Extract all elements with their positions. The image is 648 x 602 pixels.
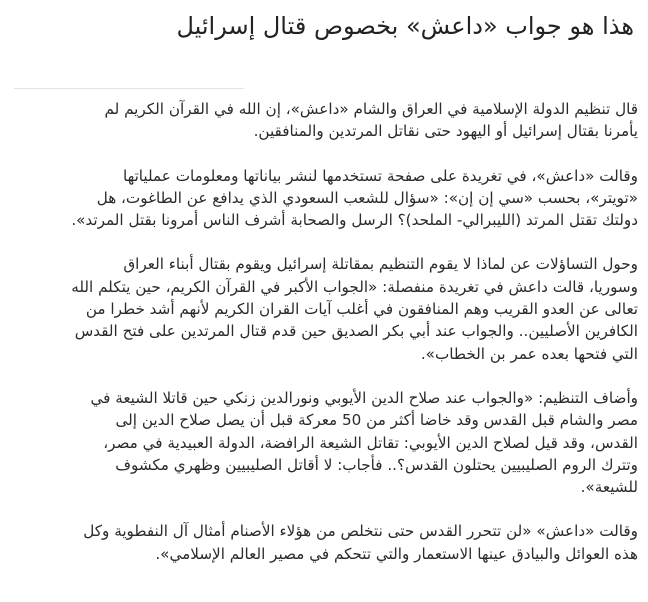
paragraph-line: للشيعة».: [580, 478, 638, 497]
paragraph-line: القدس، وقد قيل لصلاح الدين الأيوبي: تقاتل الشيعة الرافضة، الدولة العبيدية في مصر،: [103, 433, 638, 452]
paragraph-4: [12, 387, 638, 498]
paragraph-line: يأمرنا بقتال إسرائيل أو اليهود حتى نقاتل المرتدين والمنافقين.: [253, 122, 638, 141]
article-body: [12, 98, 638, 587]
paragraph-5: [12, 520, 638, 565]
paragraph-line: وسوريا، قالت داعش في تغريدة منفصلة: «الجواب الأكبر في القرآن الكريم، حين يتكلم الله: [71, 277, 638, 296]
paragraph-2: [12, 165, 638, 232]
paragraph-1: [12, 98, 638, 143]
paragraph-line: «تويتر»، بحسب «سي إن إن»: «سؤال للشعب السعودي الذي يدافع عن الطاغوت، هل: [96, 188, 638, 207]
paragraph-line: وتترك الروم الصليبيين يحتلون القدس؟.. فأجاب: لا أقاتل الصليبيين وظهري مكشوف: [115, 455, 638, 474]
paragraph-3: [12, 253, 638, 364]
header-divider: [14, 88, 244, 89]
paragraph-line: وحول التساؤلات عن لماذا لا يقوم التنظيم بمقاتلة إسرائيل ويقوم بقتال أبناء العراق: [123, 255, 638, 274]
article-headline: هذا هو جواب «داعش» بخصوص قتال إسرائيل: [176, 12, 634, 40]
paragraph-line: تعالى عن العدو القريب وهم المنافقون في أغلب آيات القران الكريم لأنهم أشد خطرا من: [85, 300, 638, 319]
paragraph-line: دولتك تقتل المرتد (الليبرالي- الملحد)؟ الرسل والصحابة أشرف الناس أمرونا بقتل المرتد».: [71, 211, 638, 230]
paragraph-line: قال تنظيم الدولة الإسلامية في العراق والشام «داعش»، إن الله في القرآن الكريم لم: [104, 100, 638, 118]
paragraph-line: هذه العوائل والبيادق عينها الاستعمار والتي تتحكم في مصير العالم الإسلامي».: [155, 544, 638, 563]
paragraph-line: مصر والشام قبل القدس وقد خاضا أكثر من 50 معركة قبل أن يصل صلاح الدين إلى: [115, 411, 638, 430]
paragraph-line: التي فتحها بعده عمر بن الخطاب».: [420, 344, 638, 363]
paragraph-line: وقالت «داعش»، في تغريدة على صفحة تستخدمها لنشر بياناتها ومعلومات عملياتها: [122, 166, 638, 185]
paragraph-line: الكافرين الأصليين.. والجواب عند أبي بكر الصديق حين قدم قتال المرتدين على فتح القدس: [74, 322, 638, 341]
paragraph-line: وقالت «داعش» «لن تتحرر القدس حتى نتخلص من هؤلاء الأصنام أمثال آل النفطوية وكل: [83, 522, 638, 541]
paragraph-line: وأضاف التنظيم: «والجواب عند صلاح الدين الأيوبي ونورالدين زنكي حين قاتلا الشيعة في: [90, 388, 638, 407]
